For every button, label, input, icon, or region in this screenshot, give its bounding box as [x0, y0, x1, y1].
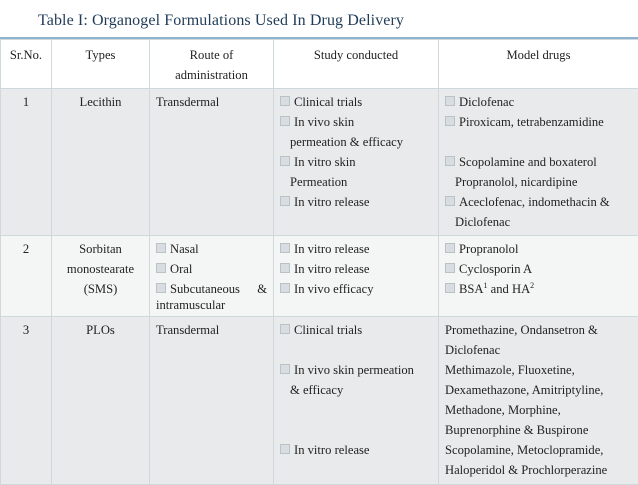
bullet-icon — [280, 324, 290, 334]
cell-study — [274, 89, 439, 236]
spacer — [445, 132, 632, 152]
list-item — [156, 239, 267, 259]
list-item-text: Nasal — [170, 242, 199, 256]
list-item — [280, 152, 432, 172]
type-line: monostearate — [58, 259, 143, 279]
spacer — [280, 400, 432, 420]
table-header-row — [1, 40, 638, 89]
bullet-icon — [445, 283, 455, 293]
bullet-icon — [280, 364, 290, 374]
footnote-mark: 1 — [484, 281, 488, 290]
bullet-icon — [280, 96, 290, 106]
list-item-text: and HA — [488, 282, 531, 296]
list-item-text: In vitro release — [294, 443, 370, 457]
drug-line: Methimazole, Fluoxetine, — [445, 360, 632, 380]
drug-line: Diclofenac — [445, 340, 632, 360]
list-item-text: In vitro release — [294, 262, 370, 276]
table-row — [1, 317, 638, 485]
table-title: Table I: Organogel Formulations Used In Drug Delivery — [38, 12, 404, 36]
cell-study — [274, 317, 439, 485]
list-item-text: In vitro release — [294, 242, 370, 256]
list-item-text: Diclofenac — [459, 95, 514, 109]
bullet-icon — [445, 243, 455, 253]
drug-line: Promethazine, Ondansetron & — [445, 320, 632, 340]
bullet-icon — [445, 116, 455, 126]
cell-route: Transdermal — [150, 89, 274, 236]
cell-route — [150, 236, 274, 317]
list-item-text: Clinical trials — [294, 95, 362, 109]
bullet-icon — [280, 283, 290, 293]
list-item — [280, 440, 432, 460]
bullet-icon — [280, 444, 290, 454]
bullet-icon — [445, 156, 455, 166]
header-route — [150, 40, 274, 89]
bullet-icon — [280, 156, 290, 166]
list-item — [280, 192, 432, 212]
list-item — [280, 92, 432, 112]
cell-drugs — [439, 317, 638, 485]
header-sr-no: Sr.No. — [1, 40, 52, 89]
cell-drugs — [439, 89, 638, 236]
footnote-mark: 2 — [530, 281, 534, 290]
cell-sr: 3 — [1, 317, 52, 485]
list-item-text: Cyclosporin A — [459, 262, 532, 276]
bullet-icon — [156, 283, 166, 293]
table-row — [1, 236, 638, 317]
list-item-continuation: Diclofenac — [445, 212, 632, 232]
list-item-continuation: Permeation — [280, 172, 432, 192]
cell-study — [274, 236, 439, 317]
list-item — [445, 279, 632, 299]
list-item-text: & — [257, 281, 267, 297]
list-item — [280, 360, 432, 380]
bullet-icon — [445, 196, 455, 206]
list-item-text: In vivo skin permeation — [294, 363, 414, 377]
bullet-icon — [156, 243, 166, 253]
table-row — [1, 89, 638, 236]
list-item — [280, 112, 432, 132]
header-route-line2: administration — [156, 65, 267, 85]
spacer — [280, 420, 432, 440]
header-types: Types — [52, 40, 150, 89]
list-item-continuation: Propranolol, nicardipine — [445, 172, 632, 192]
list-item — [445, 152, 632, 172]
list-item-text: In vitro release — [294, 195, 370, 209]
list-item — [280, 279, 432, 299]
list-item — [445, 112, 632, 132]
list-item-continuation: intramuscular — [156, 297, 267, 313]
drug-line: Dexamethazone, Amitriptyline, — [445, 380, 632, 400]
bullet-icon — [156, 263, 166, 273]
drug-line: Scopolamine, Metoclopramide, — [445, 440, 632, 460]
list-item-text: Scopolamine and boxaterol — [459, 155, 597, 169]
list-item-text: Propranolol — [459, 242, 518, 256]
list-item — [280, 259, 432, 279]
drug-line: Methadone, Morphine, — [445, 400, 632, 420]
list-item — [156, 259, 267, 279]
drug-line: Buprenorphine & Buspirone — [445, 420, 632, 440]
cell-type — [52, 236, 150, 317]
cell-type: PLOs — [52, 317, 150, 485]
cell-type: Lecithin — [52, 89, 150, 236]
list-item-text: Clinical trials — [294, 323, 362, 337]
list-item-text: In vitro skin — [294, 155, 356, 169]
drug-line: Haloperidol & Prochlorperazine — [445, 460, 632, 480]
bullet-icon — [445, 96, 455, 106]
list-item — [280, 320, 432, 340]
bullet-icon — [280, 243, 290, 253]
organogel-table — [0, 39, 638, 485]
list-item-text: Oral — [170, 262, 192, 276]
cell-sr: 1 — [1, 89, 52, 236]
bullet-icon — [280, 196, 290, 206]
list-item-text: In vivo efficacy — [294, 282, 374, 296]
list-item-text: Aceclofenac, indomethacin & — [459, 195, 610, 209]
type-line: (SMS) — [58, 279, 143, 299]
header-model-drugs: Model drugs — [439, 40, 638, 89]
list-item-text: Subcutaneous — [170, 282, 240, 296]
list-item-continuation: permeation & efficacy — [280, 132, 432, 152]
header-study: Study conducted — [274, 40, 439, 89]
list-item — [445, 239, 632, 259]
cell-drugs — [439, 236, 638, 317]
list-item — [445, 192, 632, 212]
bullet-icon — [445, 263, 455, 273]
bullet-icon — [280, 263, 290, 273]
list-item-text: BSA — [459, 282, 484, 296]
type-line: Sorbitan — [58, 239, 143, 259]
list-item-continuation: & efficacy — [280, 380, 432, 400]
list-item — [280, 239, 432, 259]
list-item-text: In vivo skin — [294, 115, 354, 129]
list-item — [445, 92, 632, 112]
spacer — [280, 340, 432, 360]
header-route-line1: Route of — [156, 45, 267, 65]
cell-sr: 2 — [1, 236, 52, 317]
bullet-icon — [280, 116, 290, 126]
list-item — [445, 259, 632, 279]
list-item-text: Piroxicam, tetrabenzamidine — [459, 115, 604, 129]
list-item — [156, 281, 267, 297]
cell-route: Transdermal — [150, 317, 274, 485]
